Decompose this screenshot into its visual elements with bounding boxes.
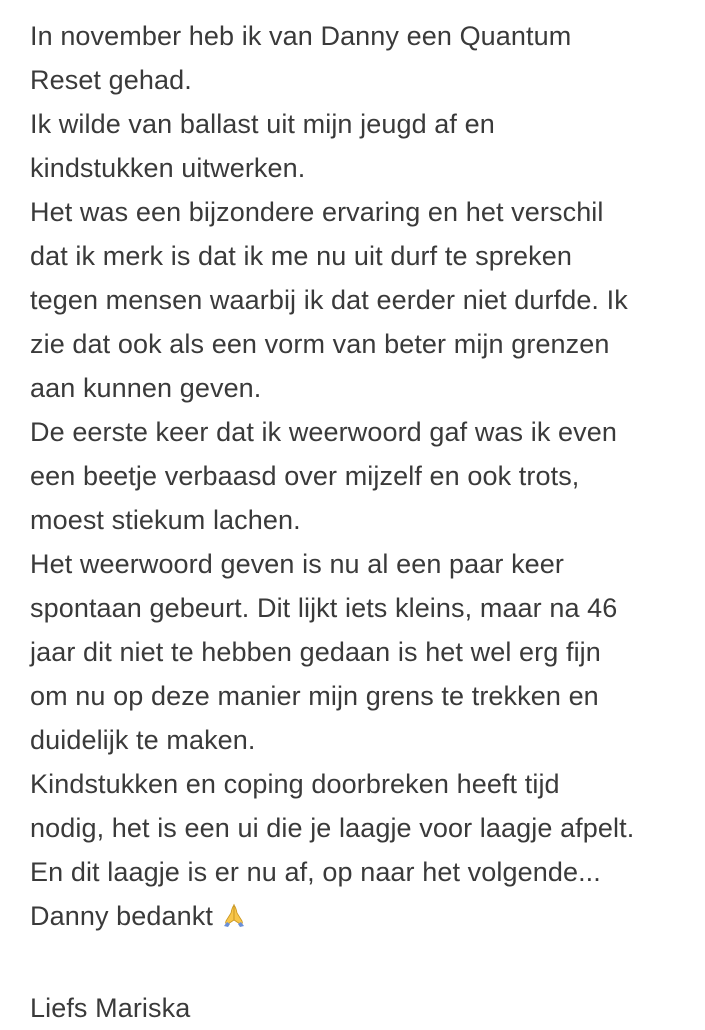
message-line: kindstukken uitwerken.	[30, 153, 306, 183]
message-line: moest stiekum lachen.	[30, 505, 301, 535]
thanks-text: Danny bedankt	[30, 901, 213, 931]
message-line: een beetje verbaasd over mijzelf en ook trots,	[30, 461, 580, 491]
message-line: spontaan gebeurt. Dit lijkt iets kleins, maar na 46	[30, 593, 618, 623]
message-line: zie dat ook als een vorm van beter mijn grenzen	[30, 329, 610, 359]
spacer	[30, 942, 695, 986]
message-line: In november heb ik van Danny een Quantum	[30, 21, 572, 51]
message-line: jaar dit niet te hebben gedaan is het wel erg fijn	[30, 637, 601, 667]
message-line: Ik wilde van ballast uit mijn jeugd af en	[30, 109, 495, 139]
testimonial-message	[30, 14, 695, 1030]
message-line: De eerste keer dat ik weerwoord gaf was ik even	[30, 417, 617, 447]
message-line: aan kunnen geven.	[30, 373, 262, 403]
message-line: Kindstukken en coping doorbreken heeft tijd	[30, 769, 560, 799]
thanks-line	[30, 894, 695, 942]
message-line: duidelijk te maken.	[30, 725, 256, 755]
message-line: Het weerwoord geven is nu al een paar keer	[30, 549, 565, 579]
message-line: nodig, het is een ui die je laagje voor laagje afpelt.	[30, 813, 635, 843]
message-line: tegen mensen waarbij ik dat eerder niet durfde. Ik	[30, 285, 628, 315]
message-line: om nu op deze manier mijn grens te trekken en	[30, 681, 599, 711]
message-line: Reset gehad.	[30, 65, 192, 95]
message-line: dat ik merk is dat ik me nu uit durf te spreken	[30, 241, 572, 271]
message-line: En dit laagje is er nu af, op naar het volgende...	[30, 857, 601, 887]
signature: Liefs Mariska	[30, 993, 191, 1023]
message-line: Het was een bijzondere ervaring en het verschil	[30, 197, 604, 227]
folded-hands-icon	[219, 898, 249, 942]
